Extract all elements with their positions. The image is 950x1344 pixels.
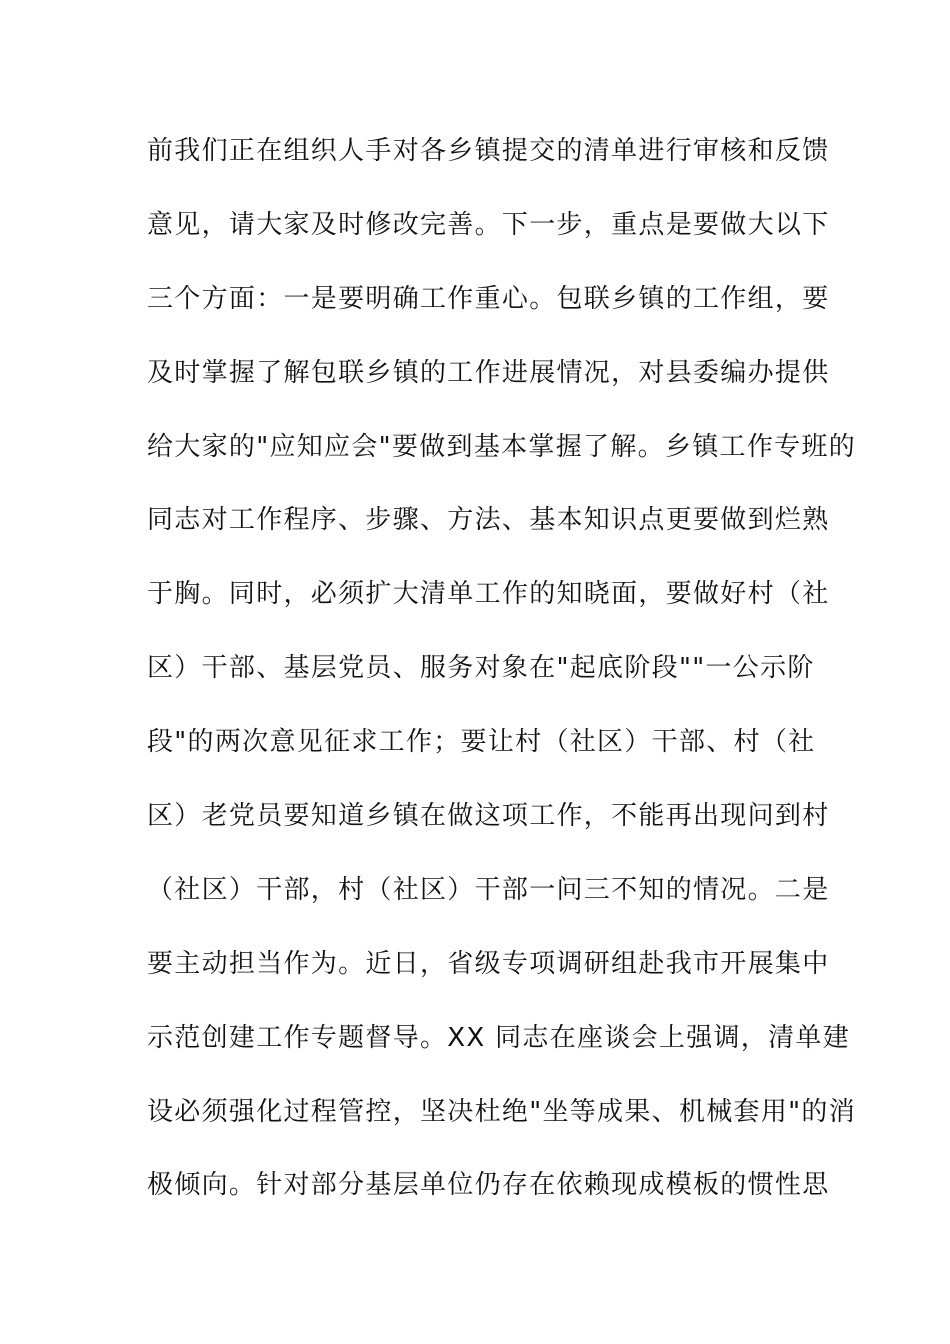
text-line: 区）老党员要知道乡镇在做这项工作，不能再出现问到村 — [147, 801, 830, 832]
text-line: 前我们正在组织人手对各乡镇提交的清单进行审核和反馈 — [147, 136, 830, 166]
text-line: 给大家的"应知应会"要做到基本掌握了解。乡镇工作专班的 — [147, 431, 857, 462]
text-line: 及时掌握了解包联乡镇的工作进展情况，对县委编办提供 — [147, 357, 830, 388]
text-line: 于胸。同时，必须扩大清单工作的知晓面，要做好村（社 — [147, 579, 830, 610]
text-line: 意见，请大家及时修改完善。下一步，重点是要做大以下 — [147, 209, 830, 240]
text-line: 同志对工作程序、步骤、方法、基本知识点更要做到烂熟 — [147, 505, 830, 536]
text-line: 设必须强化过程管控，坚决杜绝"坐等成果、机械套用"的消 — [147, 1096, 857, 1127]
text-line: 三个方面：一是要明确工作重心。包联乡镇的工作组，要 — [147, 283, 830, 314]
text-line: 要主动担当作为。近日，省级专项调研组赴我市开展集中 — [147, 948, 830, 979]
text-line: 段"的两次意见征求工作；要让村（社区）干部、村（社 — [147, 727, 816, 758]
text-line: （社区）干部，村（社区）干部一问三不知的情况。二是 — [147, 874, 830, 905]
text-line: 区）干部、基层党员、服务对象在"起底阶段""一公示阶 — [147, 653, 815, 684]
text-line: 极倾向。针对部分基层单位仍存在依赖现成模板的惯性思 — [147, 1170, 830, 1201]
text-line: 示范创建工作专题督导。XX 同志在座谈会上强调，清单建 — [147, 1022, 850, 1053]
body-paragraph — [147, 115, 857, 1223]
